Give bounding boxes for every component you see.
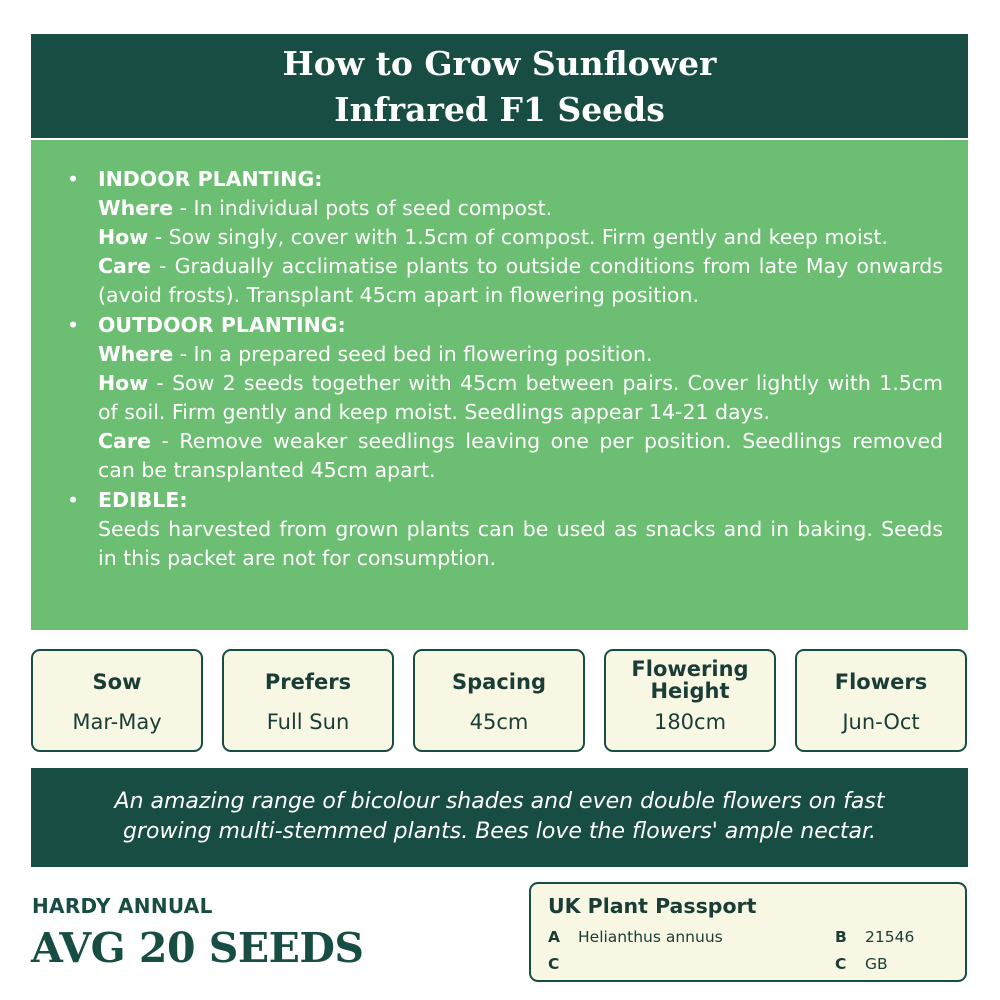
stat-label: Sow [92,670,142,694]
stats-row [31,649,968,752]
title-banner [31,34,968,138]
stat-flowering-height [604,649,776,752]
indoor-section [67,165,943,310]
stat-sow [31,649,203,752]
stat-value: 180cm [653,710,727,734]
edible-heading: EDIBLE: [98,488,188,512]
plant-passport-box [529,882,967,982]
passport-key-a: A [548,928,560,946]
outdoor-section [67,311,943,485]
description-line-2: growing multi-stemmed plants. Bees love the flowers' ample nectar. [123,819,876,844]
stat-prefers [222,649,394,752]
passport-botanical-name: Helianthus annuus [578,928,723,946]
passport-key-c: C [548,955,560,973]
passport-row-c2 [835,955,888,973]
indoor-how: How - Sow singly, cover with 1.5cm of compost. Firm gently and keep moist. [98,225,888,249]
edible-section [67,486,943,573]
stat-label-line-1: Flowering [631,657,749,681]
title-line-1: How to Grow Sunflower [282,44,717,83]
outdoor-where: Where - In a prepared seed bed in flowering position. [98,342,653,366]
stat-value: Full Sun [266,710,350,734]
passport-title: UK Plant Passport [548,894,757,918]
stat-label: Flowers [834,670,928,694]
stat-value: Mar-May [72,710,162,734]
plant-type-label: HARDY ANNUAL [32,894,213,918]
stat-label-line-2: Height [650,679,730,703]
bullet: • [67,167,80,191]
bullet: • [67,488,80,512]
title-line-2: Infrared F1 Seeds [334,90,665,129]
indoor-where: Where - In individual pots of seed compost. [98,196,553,220]
outdoor-how: How - Sow 2 seeds together with 45cm between pairs. Cover lightly with 1.5cm of soil. Firm gently and keep moist. Seedlings appear 14-21 days. [98,371,943,424]
stat-value: 45cm [469,710,529,734]
passport-key-b: B [835,928,847,946]
passport-row-b [835,928,914,946]
passport-row-a [548,928,723,946]
description-banner [31,768,968,867]
outdoor-heading: OUTDOOR PLANTING: [98,313,346,337]
passport-country: GB [865,955,888,973]
bullet: • [67,313,80,337]
indoor-care: Care - Gradually acclimatise plants to outside conditions from late May onwards (avoid frosts). Transplant 45cm apart in flowering position. [98,254,943,307]
stat-label: Spacing [452,670,546,694]
indoor-heading: INDOOR PLANTING: [98,167,323,191]
stat-value: Jun-Oct [842,710,920,734]
passport-key-c: C [835,955,847,973]
stat-label: Prefers [264,670,352,694]
stat-spacing [413,649,585,752]
description-line-1: An amazing range of bicolour shades and even double flowers on fast [114,789,885,814]
passport-registration: 21546 [865,928,915,946]
instructions-panel [31,140,968,630]
stat-flowers [795,649,967,752]
edible-text: Seeds harvested from grown plants can be used as snacks and in baking. Seeds in this packet are not for consumption. [98,517,943,570]
passport-row-c1 [548,955,578,973]
outdoor-care: Care - Remove weaker seedlings leaving one per position. Seedlings removed can be transplanted 45cm apart. [98,429,943,482]
seed-count: AVG 20 SEEDS [31,924,364,972]
